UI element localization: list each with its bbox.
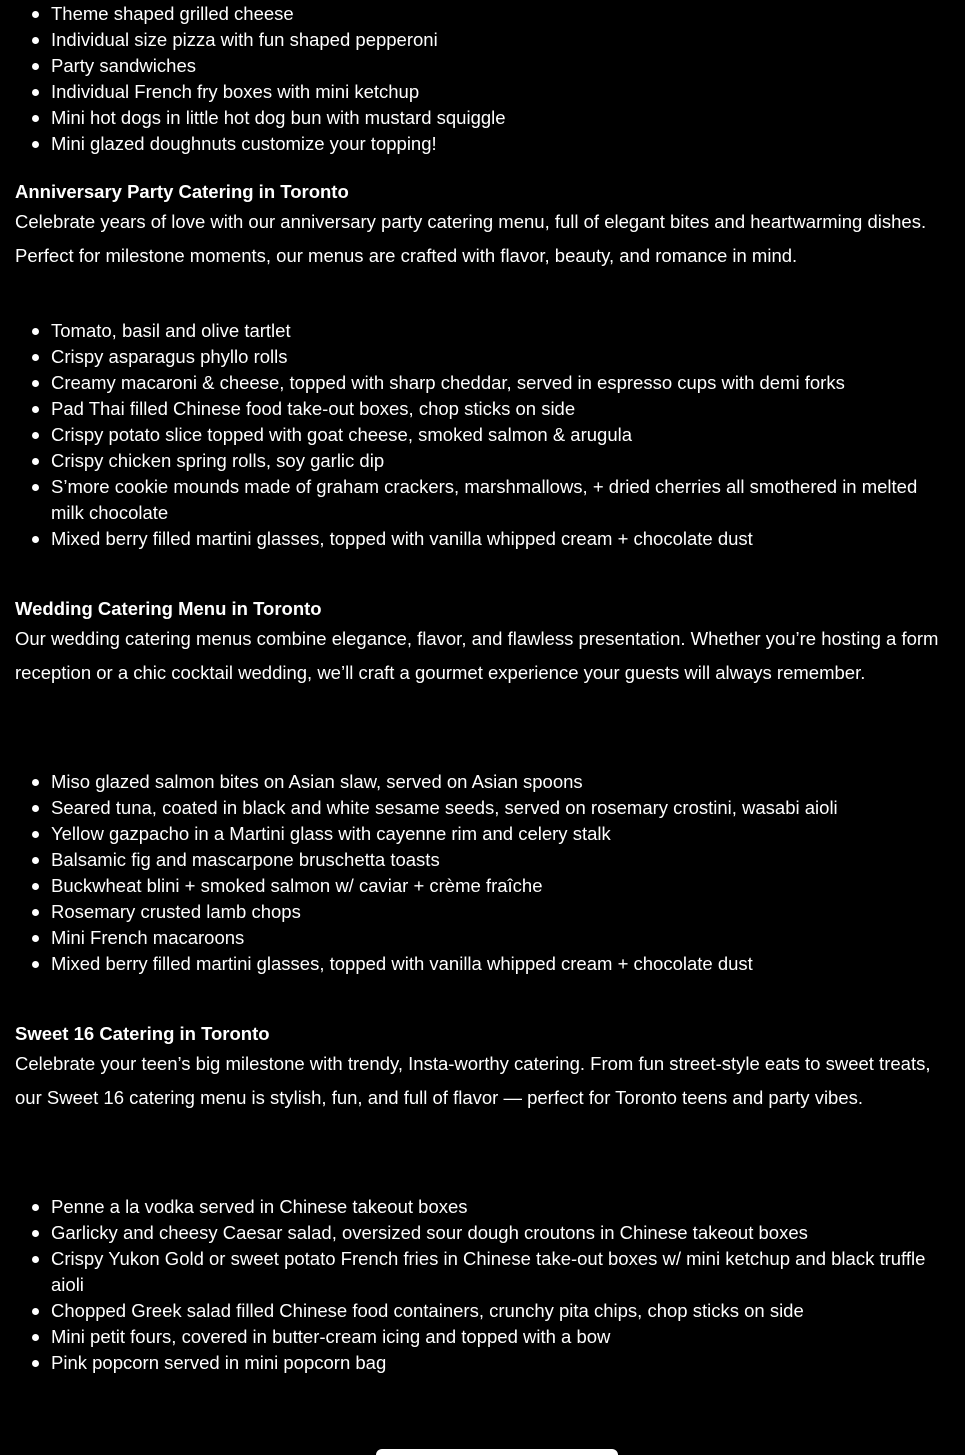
anniversary-heading: Anniversary Party Catering in Toronto bbox=[15, 181, 349, 202]
list-item: Individual size pizza with fun shaped pepperoni bbox=[51, 27, 965, 53]
wedding-heading: Wedding Catering Menu in Toronto bbox=[15, 598, 322, 619]
anniversary-menu-list bbox=[0, 318, 965, 552]
list-item: Crispy asparagus phyllo rolls bbox=[51, 344, 965, 370]
list-item: Pad Thai filled Chinese food take-out boxes, chop sticks on side bbox=[51, 396, 965, 422]
list-item: Tomato, basil and olive tartlet bbox=[51, 318, 965, 344]
list-item: Crispy chicken spring rolls, soy garlic dip bbox=[51, 448, 965, 474]
wedding-menu-list bbox=[0, 769, 965, 977]
list-item: Mini hot dogs in little hot dog bun with mustard squiggle bbox=[51, 105, 965, 131]
list-item: Crispy potato slice topped with goat cheese, smoked salmon & arugula bbox=[51, 422, 965, 448]
sweet16-description-line-1: Celebrate your teen’s big milestone with trendy, Insta-worthy catering. From fun street-style eats to sweet treats, bbox=[15, 1053, 931, 1074]
list-item: Mixed berry filled martini glasses, topped with vanilla whipped cream + chocolate dust bbox=[51, 951, 965, 977]
sweet16-menu-section bbox=[0, 1194, 965, 1376]
list-item: Mixed berry filled martini glasses, topped with vanilla whipped cream + chocolate dust bbox=[51, 526, 965, 552]
wedding-description-line-1: Our wedding catering menus combine elegance, flavor, and flawless presentation. Whether you’re hosting a form bbox=[15, 628, 939, 649]
list-item: Garlicky and cheesy Caesar salad, oversized sour dough croutons in Chinese takeout boxes bbox=[51, 1220, 965, 1246]
kids-menu-section bbox=[0, 1, 965, 157]
sweet16-description-line-2: our Sweet 16 catering menu is stylish, fun, and full of flavor — perfect for Toronto teens and party vibes. bbox=[15, 1087, 864, 1108]
wedding-description-line-2: reception or a chic cocktail wedding, we’ll craft a gourmet experience your guests will always remember. bbox=[15, 662, 866, 683]
anniversary-description-line-2: Perfect for milestone moments, our menus are crafted with flavor, beauty, and romance in mind. bbox=[15, 245, 798, 266]
list-item: Mini French macaroons bbox=[51, 925, 965, 951]
list-item: Miso glazed salmon bites on Asian slaw, served on Asian spoons bbox=[51, 769, 965, 795]
list-item: Crispy Yukon Gold or sweet potato French fries in Chinese take-out boxes w/ mini ketchup and black truffle aioli bbox=[51, 1246, 965, 1298]
sweet16-heading: Sweet 16 Catering in Toronto bbox=[15, 1023, 270, 1044]
anniversary-menu-section bbox=[0, 318, 965, 552]
list-item: Party sandwiches bbox=[51, 53, 965, 79]
list-item: Mini petit fours, covered in butter-cream icing and topped with a bow bbox=[51, 1324, 965, 1350]
cta-button[interactable] bbox=[376, 1449, 618, 1455]
sweet16-menu-list bbox=[0, 1194, 965, 1376]
list-item: Mini glazed doughnuts customize your topping! bbox=[51, 131, 965, 157]
list-item: Individual French fry boxes with mini ketchup bbox=[51, 79, 965, 105]
sweet16-section bbox=[0, 1021, 965, 1115]
anniversary-description-line-1: Celebrate years of love with our anniversary party catering menu, full of elegant bites and heartwarming dishes. bbox=[15, 211, 927, 232]
wedding-section bbox=[0, 596, 965, 690]
list-item: Chopped Greek salad filled Chinese food containers, crunchy pita chips, chop sticks on side bbox=[51, 1298, 965, 1324]
list-item: Balsamic fig and mascarpone bruschetta toasts bbox=[51, 847, 965, 873]
anniversary-section bbox=[0, 179, 965, 273]
list-item: S’more cookie mounds made of graham crackers, marshmallows, + dried cherries all smothered in melted milk chocolate bbox=[51, 474, 965, 526]
list-item: Creamy macaroni & cheese, topped with sharp cheddar, served in espresso cups with demi forks bbox=[51, 370, 965, 396]
list-item: Seared tuna, coated in black and white sesame seeds, served on rosemary crostini, wasabi aioli bbox=[51, 795, 965, 821]
list-item: Buckwheat blini + smoked salmon w/ caviar + crème fraîche bbox=[51, 873, 965, 899]
list-item: Theme shaped grilled cheese bbox=[51, 1, 965, 27]
wedding-menu-section bbox=[0, 769, 965, 977]
list-item: Rosemary crusted lamb chops bbox=[51, 899, 965, 925]
list-item: Penne a la vodka served in Chinese takeout boxes bbox=[51, 1194, 965, 1220]
list-item: Yellow gazpacho in a Martini glass with cayenne rim and celery stalk bbox=[51, 821, 965, 847]
kids-menu-list bbox=[0, 1, 965, 157]
list-item: Pink popcorn served in mini popcorn bag bbox=[51, 1350, 965, 1376]
